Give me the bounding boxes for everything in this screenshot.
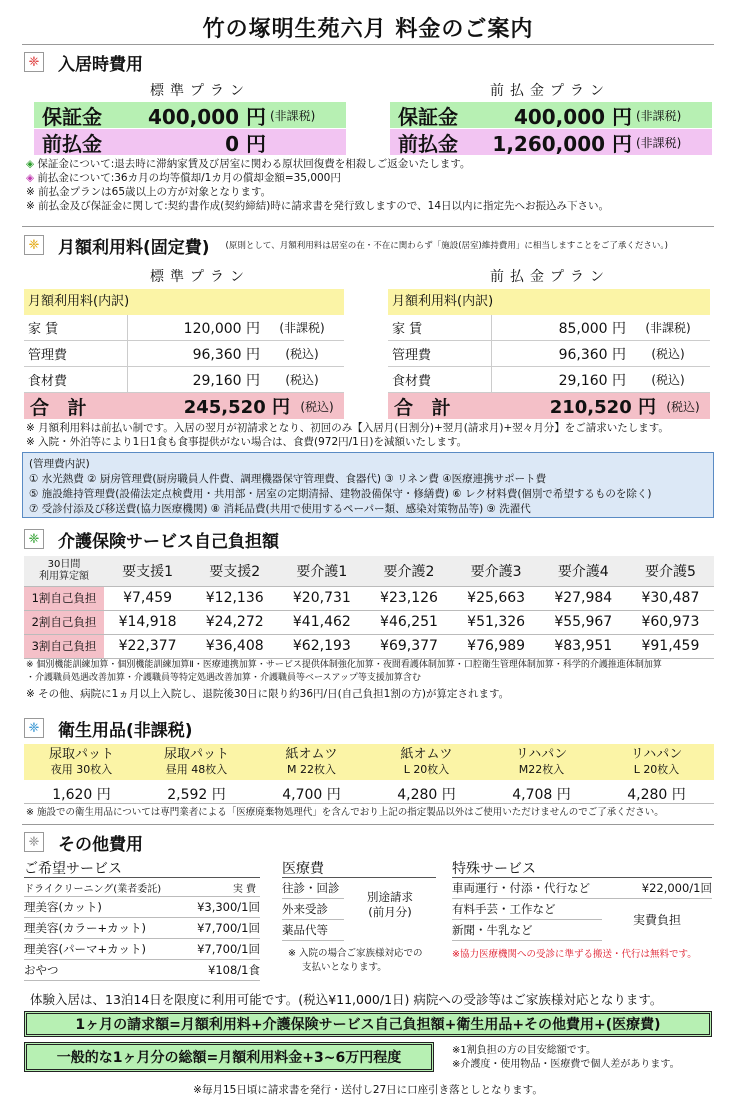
section-icon: ❈ [24, 718, 44, 738]
entry-notes: ◈ 保証金について:退去時に滞納家賃及び居室に関わる原状回復費を相殺しご返金いたします。 ◈ 前払金について:36カ月の均等償却/1カ月の償却金額=35,000円 ※ 前払金プランは65歳以上の方が対象となります。 ※ 前払金及び保証金に関して:契約書作成(契約締結)時に請求書を発行致しますので、14日以内に指定先へお振込み下さい。 [26, 158, 610, 212]
table-corner: 30日間 利用算定額 [24, 556, 104, 586]
section-hygiene [24, 717, 193, 739]
section-title: その他費用 [58, 834, 143, 855]
std-prepay-row: 前払金 0 円 [34, 129, 346, 155]
pre-total-row: 合 計 210,520 円 (税込) [388, 393, 710, 419]
typical-total-notes: ※1割負担の方の目安総額です。 ※介護度・使用物品・医療費で個人差があります。 [452, 1045, 680, 1070]
hygiene-items: 尿取パット 夜用 30枚入 尿取パット 昼用 48枚入 紙オムツ M 22枚入 紙オムツ L 20枚入 リハパン M22枚入 リハパン L 20枚入 [24, 744, 714, 780]
monthly-notes: ※ 月額利用料は前払い制です。入居の翌月が初請求となり、初回のみ【入居月(日割分)+翌月(請求月)+翌々月分】をご請求いたします。 ※ 入院・外泊等により1日1食も食事提供がない場合は、食費(972円/1日)を減額いたします。 [26, 422, 669, 448]
care-cost-table: 30日間 利用算定額 要支援1 要支援2 要介護1 要介護2 要介護3 要介護4 要介護5 1割自己負担 ¥7,459 ¥12,136 ¥20,731 ¥23,126 ¥25,663 ¥27,984 ¥30,487 2割自己負担 ¥14,918 ¥24,272 ¥41,462 ¥46,251 ¥51,326 ¥55,967 ¥60,973 3割自己負担 ¥22,377 ¥36,408 ¥62,193 ¥69,377 ¥76,989 ¥83,951 ¥91,459 [24, 556, 714, 659]
diamond-icon: ◈ [26, 172, 35, 184]
typical-total: 一般的な1ヶ月分の総額=月額利用料金+3~6万円程度 [24, 1042, 434, 1072]
section-title: 衛生用品(非課税) [58, 720, 193, 741]
divider [22, 44, 714, 45]
std-monthly-table: 月額利用料(内訳) 家 賃 120,000 円 (非課税) 管理費 96,360 円 (税込) 食材費 29,160 円 (税込) 合 計 245,520 円 (税込) [24, 289, 344, 419]
divider [22, 226, 714, 227]
section-care-insurance [24, 528, 279, 550]
section-icon: ❈ [24, 529, 44, 549]
special-services: 特殊サービス 車両運行・付添・代行など ¥22,000/1回 有料手芸・工作など 新聞・牛乳など 実費負担 ※協力医療機関への受診に準ずる搬送・代行は無料です。 [452, 858, 712, 960]
table-row: 3割自己負担 ¥22,377 ¥36,408 ¥62,193 ¥69,377 ¥76,989 ¥83,951 ¥91,459 [24, 634, 714, 658]
std-deposit-row: 保証金 400,000 円 (非課税) [34, 102, 346, 128]
hygiene-prices: 1,620 円 2,592 円 4,700 円 4,280 円 4,708 円 4,280 円 [24, 784, 714, 804]
table-row: 2割自己負担 ¥14,918 ¥24,272 ¥41,462 ¥46,251 ¥51,326 ¥55,967 ¥60,973 [24, 610, 714, 634]
pre-monthly-table: 月額利用料(内訳) 家 賃 85,000 円 (非課税) 管理費 96,360 円 (税込) 食材費 29,160 円 (税込) 合 計 210,520 円 (税込) [388, 289, 710, 419]
wish-services: ご希望サービス ドライクリーニング(業者委託) 実 費 理美容(カット) ¥3,300/1回 理美容(カラー+カット) ¥7,700/1回 理美容(パーマ+カット) ¥7,700/1回 おやつ ¥108/1食 [24, 858, 260, 981]
divider [22, 824, 714, 825]
section-icon: ❈ [24, 832, 44, 852]
standard-plan-label: 標準プラン [150, 83, 250, 99]
section-icon: ❈ [24, 52, 44, 72]
diamond-icon: ◈ [26, 158, 35, 170]
monthly-billing-formula: 1ヶ月の請求額=月額利用料+介護保険サービス自己負担額+衛生用品+その他費用+(医療費) [24, 1011, 712, 1037]
section-title: 入居時費用 [58, 54, 143, 75]
section-title: 介護保険サービス自己負担額 [58, 531, 279, 552]
section-subnote: (原則として、月額利用料は居室の在・不在に関わらず「施設(居室)維持費用」に相当しますことをご了承ください。) [225, 241, 668, 251]
trial-stay-note: 体験入居は、13泊14日を限度に利用可能です。(税込¥11,000/1日) 病院への受診等はご家族様対応となります。 [30, 992, 663, 1007]
pre-prepay-row: 前払金 1,260,000 円 (非課税) [390, 129, 712, 155]
prepaid-plan-label: 前払金プラン [490, 83, 610, 99]
hygiene-note: ※ 施設での衛生用品については専門業者による「医療廃棄物処理代」を含んでおり上記の指定製品以外はご使用いただけませんのでご了承ください。 [26, 807, 664, 818]
billing-schedule-note: ※毎月15日頃に請求書を発行・送付し27日に口座引き落としとなります。 [193, 1084, 543, 1096]
care-notes: ※ 個別機能訓練加算・個別機能訓練加算Ⅱ・医療連携加算・サービス提供体制強化加算・夜間看護体制加算・口腔衛生管理体制加算・科学的介護推進体制加算 ・介護職員処遇改善加算・介護職員等特定処遇改善加算・介護職員等ベースアップ等支援加算含む ※ その他、病院に1ヵ月以上入院し、退院後30日に限り約36円/日(自己負担1割の方)が算定されます。 [26, 660, 662, 700]
section-title: 月額利用料(固定費) [58, 237, 210, 258]
pre-deposit-row: 保証金 400,000 円 (非課税) [390, 102, 712, 128]
management-fee-breakdown: (管理費内訳) ① 水光熱費 ② 厨房管理費(厨房職員人件費、調理機器保守管理費、食器代) ③ リネン費 ④医療連携サポート費 ⑤ 施設維持管理費(設備法定点検費用・共用部・居室の定期清掃、建物設備保守・修繕費) ⑥ レク材料費(個別で希望するものを除く) ⑦ 受診付添及び移送費(協力医療機関) ⑧ 消耗品費(共用で使用するペーパー類、感染対策物品等) ⑨ 洗濯代 [22, 452, 714, 518]
medical-fees: 医療費 往診・回診 外来受診 薬品代等 別途請求 (前月分) ※ 入院の場合ご家族様対応での 支払いとなります。 [282, 858, 436, 975]
std-total-row: 合 計 245,520 円 (税込) [24, 393, 344, 419]
section-other [24, 831, 143, 853]
table-row: 1割自己負担 ¥7,459 ¥12,136 ¥20,731 ¥23,126 ¥25,663 ¥27,984 ¥30,487 [24, 586, 714, 610]
section-monthly-fee [24, 234, 668, 256]
prepaid-plan-label: 前払金プラン [490, 269, 610, 285]
page-title: 竹の塚明生苑六月 料金のご案内 [202, 17, 534, 42]
standard-plan-label: 標準プラン [150, 269, 250, 285]
section-entry-fee [24, 51, 143, 73]
section-icon: ❈ [24, 235, 44, 255]
